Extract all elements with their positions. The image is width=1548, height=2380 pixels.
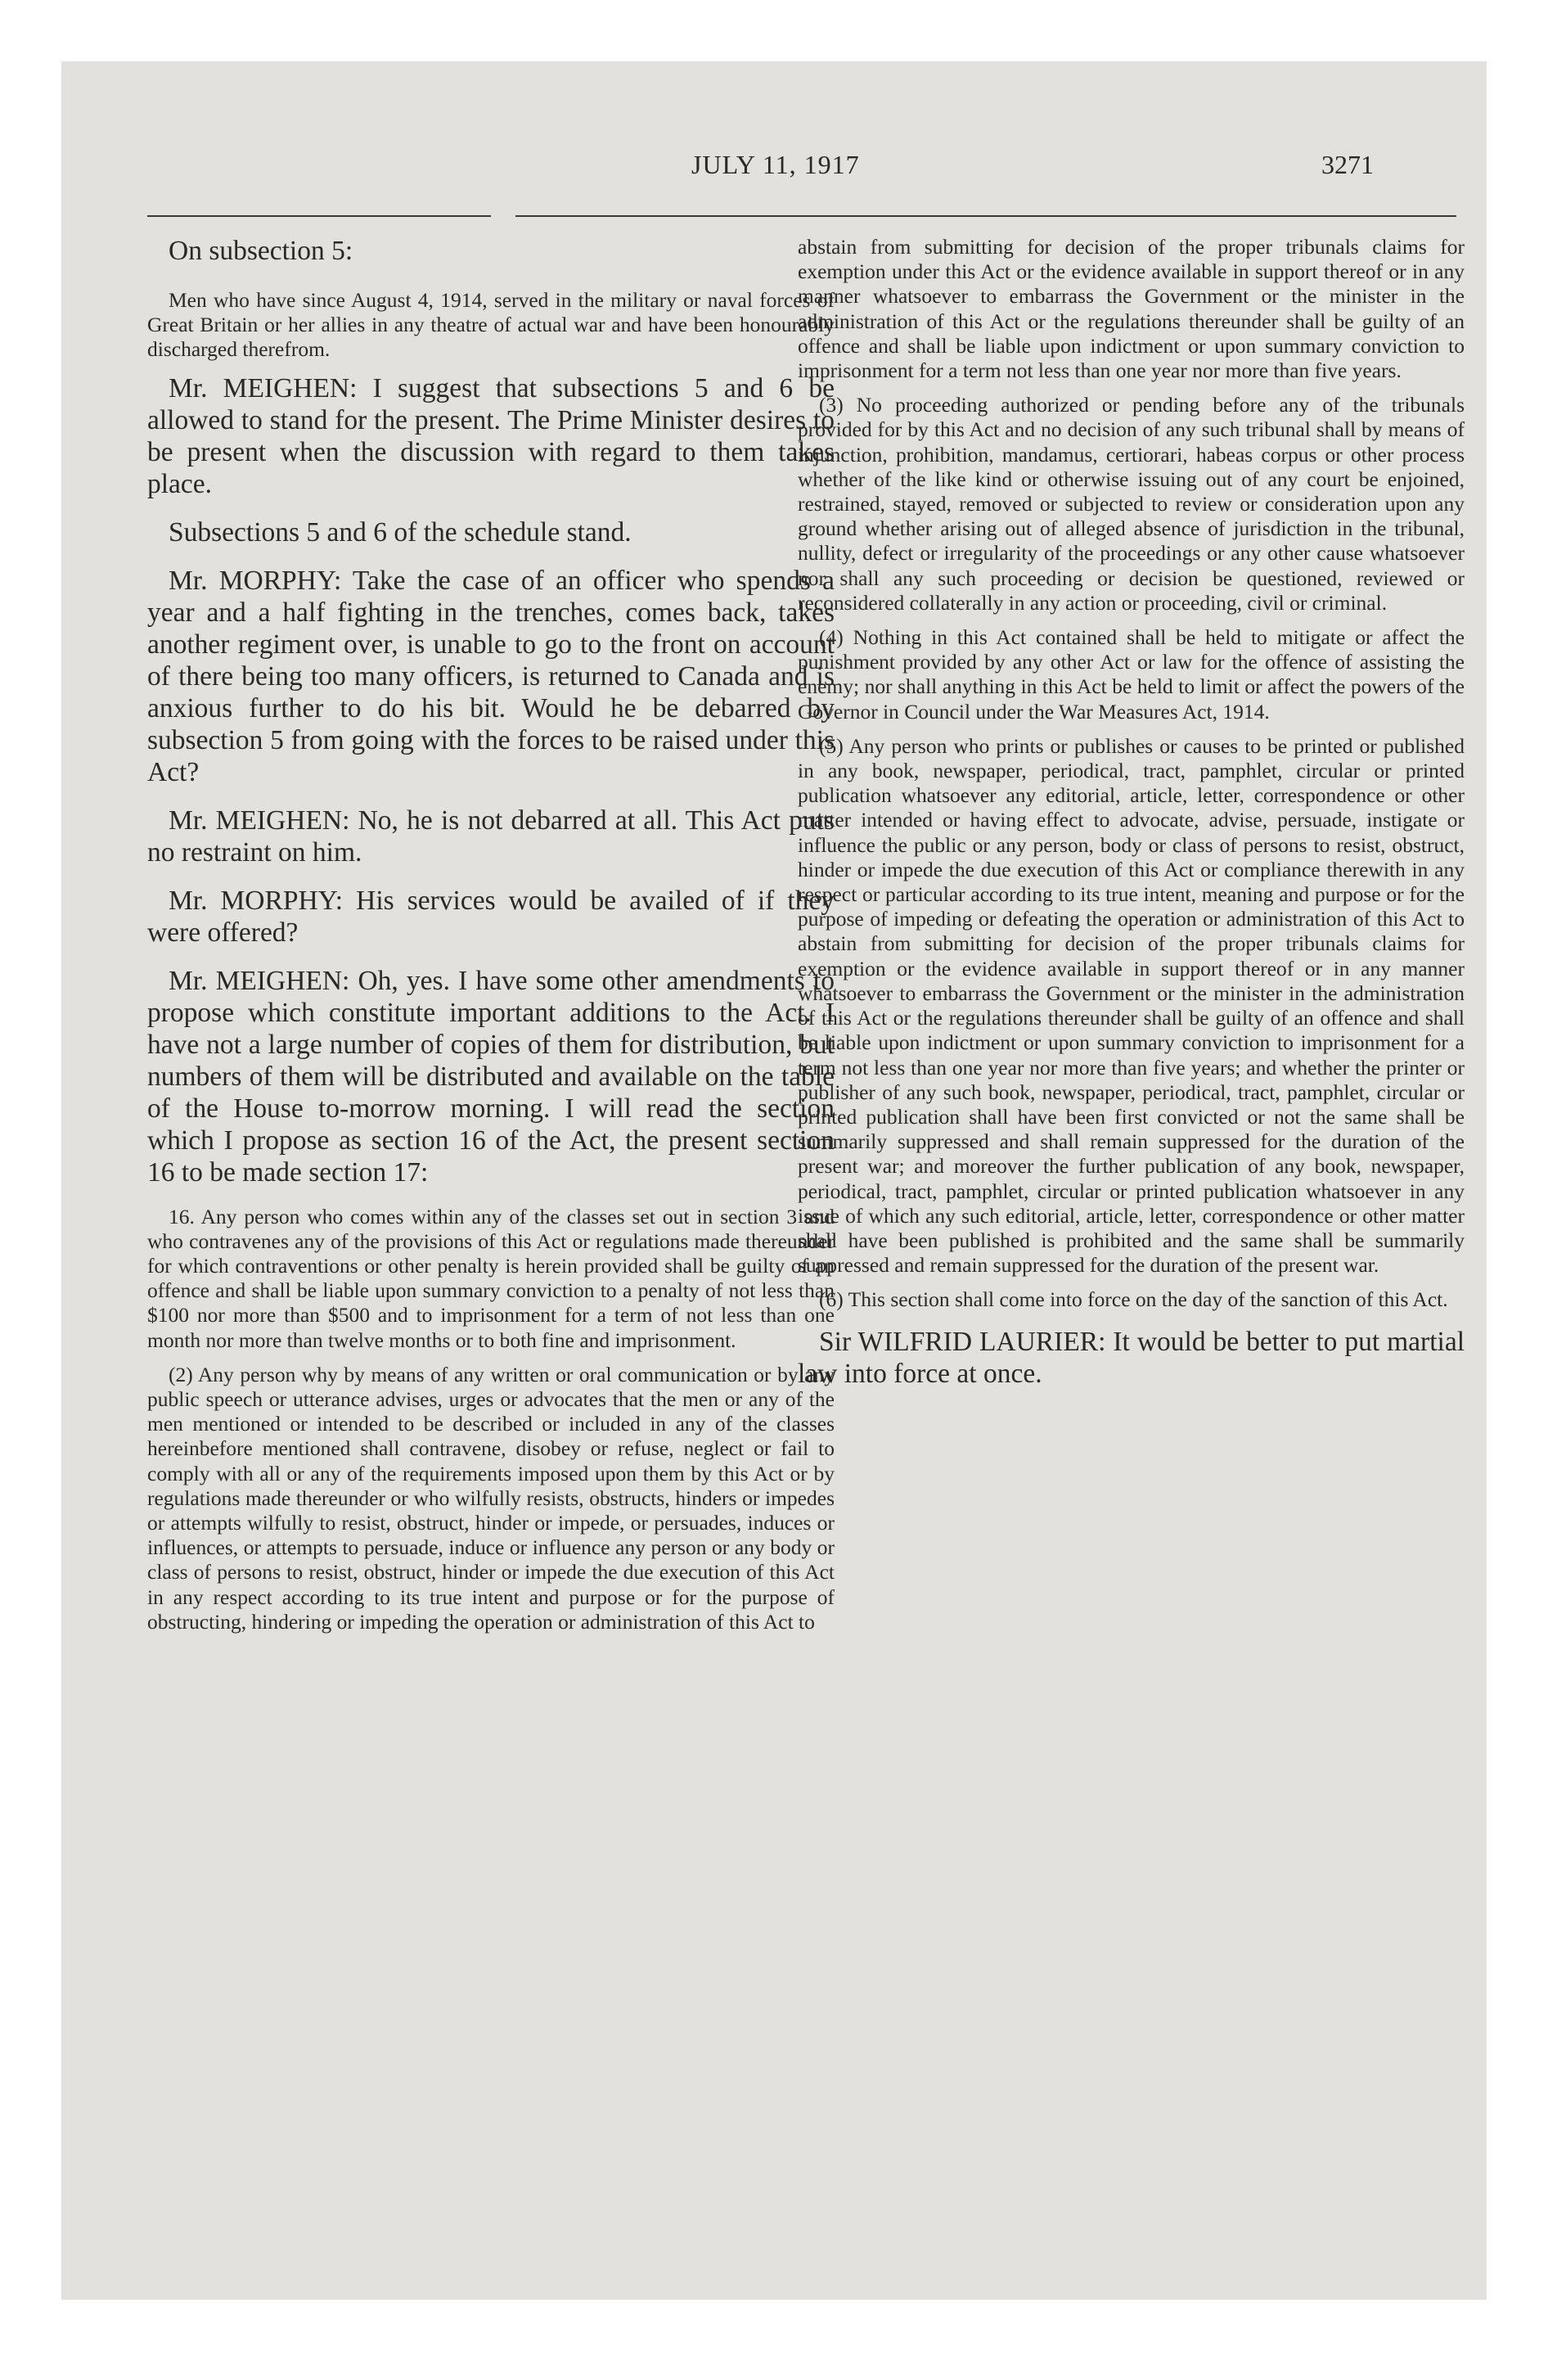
subsection-heading: On subsection 5: (169, 236, 353, 266)
page-scan (61, 61, 1487, 2300)
left-column (147, 235, 835, 1644)
right-column (798, 235, 1465, 1406)
section-16-6: (6) This section shall come into force on the day of the sanction of this Act. (819, 1287, 1448, 1312)
paragraph-morphy-1: Mr. MORPHY: Take the case of an officer who spends a year and a half fighting in the trenches, comes back, takes another regiment over, is unable to go to the front on account of there being too many officers, is returned to Canada and is anxious further to do his bit. Would he be debarred by subsection 5 from going with the forces to be raised under this Act? (147, 565, 835, 787)
section-16: 16. Any person who comes within any of the classes set out in section 3 and who contravenes any of the provisions of this Act or regulations made thereunder for which contraventions or other penalty is herein provided shall be guilty of an offence and shall be liable upon summary conviction to a penalty of not less than $100 nor more than $500 and to imprisonment for a term of not less than one month nor more than twelve months or to both fine and imprisonment. (147, 1204, 835, 1352)
paragraph-morphy-2: Mr. MORPHY: His services would be availed of if they were offered? (147, 885, 835, 948)
paragraph-meighen-3: Mr. MEIGHEN: Oh, yes. I have some other amendments to propose which constitute important additions to the Act. I have not a large number of copies of them for distribution, but numbers of them will be distributed and available on the table of the House to-morrow morning. I will read the section which I propose as section 16 of the Act, the present section 16 to be made section 17: (147, 965, 835, 1188)
paragraph-meighen-1: Mr. MEIGHEN: I suggest that subsections 5 and 6 be allowed to stand for the present. The Prime Minister desires to be present when the discussion with regard to them takes place. (147, 372, 835, 499)
paragraph-stand: Subsections 5 and 6 of the schedule stand. (169, 516, 632, 548)
paragraph-laurier: Sir WILFRID LAURIER: It would be better to put martial law into force at once. (798, 1326, 1465, 1389)
header-rule-left (147, 215, 491, 217)
section-16-2: (2) Any person why by means of any written or oral communication or by any public speech or utterance advises, urges or advocates that the men or any of the men mentioned or intended to be described or included in any of the classes hereinbefore mentioned shall contravene, disobey or refuse, neglect or fail to comply with all or any of the requirements imposed upon them by this Act or by regulations made thereunder or who wilfully resists, obstructs, hinders or impedes or attempts wilfully to resist, obstruct, hinder or impede, or persuades, induces or influences, or attempts to persuade, induce or influence any person or any body or class of persons to resist, obstruct, hinder or impede the due execution of this Act in any respect according to its true intent and purpose or for the purpose of obstructing, hindering or impeding the operation or administration of this Act to (147, 1362, 835, 1634)
section-16-2-continued: abstain from submitting for decision of the proper tribunals claims for exemption under this Act or the evidence available in support thereof or in any manner whatsoever to embarrass the Government or the minister in the administration of this Act or the regulations thereunder shall be guilty of an offence and shall be liable upon indictment or upon summary conviction to imprisonment for a term not less than one year nor more than five years. (798, 235, 1465, 383)
page-header (61, 150, 1487, 191)
section-16-4: (4) Nothing in this Act contained shall be held to mitigate or affect the punishment provided by any other Act or law for the offence of assisting the enemy; nor shall anything in this Act be held to limit or affect the powers of the Governor in Council under the War Measures Act, 1914. (798, 625, 1465, 723)
section-16-5: (5) Any person who prints or publishes or causes to be printed or published in any book, newspaper, periodical, tract, pamphlet, circular or printed publication whatsoever any editorial, article, letter, correspondence or other matter intended or having effect to advocate, advise, persuade, instigate or influence the public or any person, body or class of persons to resist, obstruct, hinder or impede the due execution of this Act or compliance therewith in any respect or particular according to its true intent, meaning and purpose or for the purpose of impeding or defeating the operation or administration of this Act to abstain from submitting for decision of the proper tribunals claims for exemption or the evidence available in support thereof or in any manner whatsoever to embarrass the Government or the minister in the administration of this Act or the regulations thereunder shall be guilty of an offence and shall be liable upon indictment or upon summary conviction to imprisonment for a term not less than one year nor more than five years; and whether the printer or publisher of any such book, newspaper, periodical, tract, pamphlet, circular or printed publication shall have been first convicted or not the same shall be summarily suppressed and shall remain suppressed for the duration of the present war; and moreover the further publication of any book, newspaper, periodical, tract, pamphlet, circular or printed publication whatsoever in any issue of which any such editorial, article, letter, correspondence or other matter shall have been published is prohibited and the same shall be summarily suppressed and remain suppressed for the duration of the present war. (798, 733, 1465, 1278)
header-rule-right (515, 215, 1456, 217)
page-number: 3271 (1321, 150, 1374, 179)
paragraph-meighen-2: Mr. MEIGHEN: No, he is not debarred at all. This Act puts no restraint on him. (147, 805, 835, 868)
section-16-3: (3) No proceeding authorized or pending before any of the tribunals provided for by this Act and no decision of any such tribunal shall by means of injunction, prohibition, mandamus, certiorari, habeas corpus or other process whether of the like kind or otherwise issuing out of any court be enjoined, restrained, stayed, removed or subjected to review or consideration upon any ground whether arising out of alleged absence of jurisdiction in the tribunal, nullity, defect or irregularity of the proceedings or any other cause whatsoever nor shall any such proceeding or decision be questioned, reviewed or reconsidered collaterally in any action or proceeding, civil or criminal. (798, 393, 1465, 615)
quote-subsection-5: Men who have since August 4, 1914, served in the military or naval forces of Great Britain or her allies in any theatre of actual war and have been honourably discharged therefrom. (147, 288, 835, 362)
header-date: JULY 11, 1917 (691, 150, 860, 179)
